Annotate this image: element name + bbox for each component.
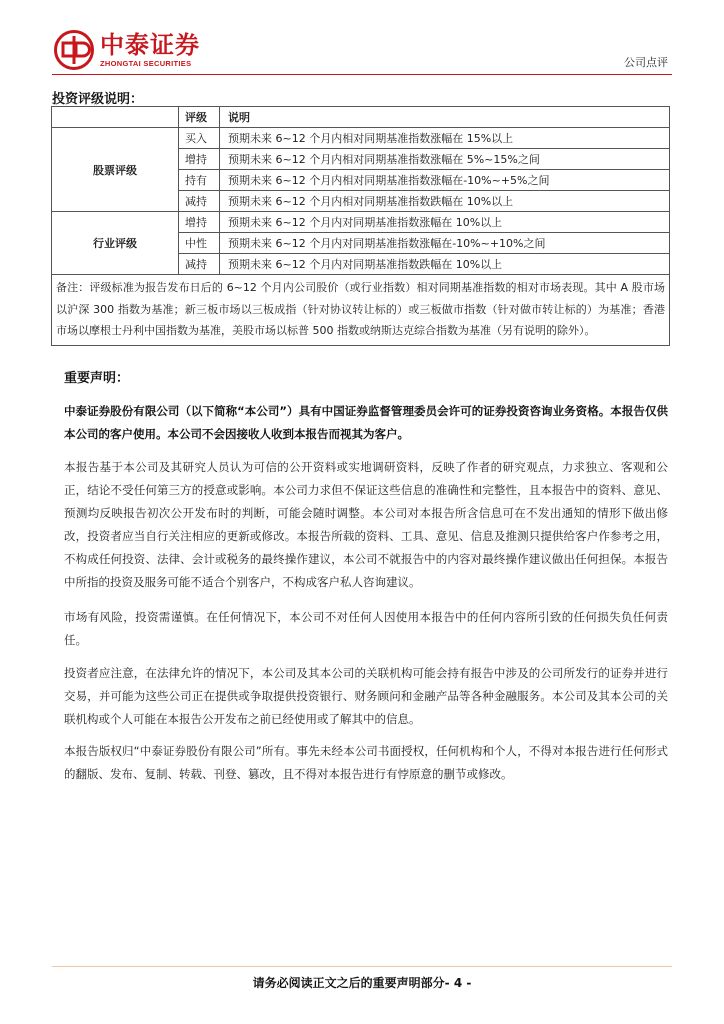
rating-level: 持有 [179,170,220,191]
rating-header-level: 评级 [179,107,220,128]
disclaimer-title: 重要声明： [64,371,130,386]
disclaimer-qualification-paragraph: 中泰证券股份有限公司（以下简称“本公司”）具有中国证券监督管理委员会许可的证券投资咨询业务资格。本报告仅供本公司的客户使用。本公司不会因接收人收到本报告而视其为客户。 [64,404,668,441]
zhongtai-logo-icon [54,30,94,70]
rating-section-title: 投资评级说明： [52,92,144,107]
footer-divider [52,966,672,967]
rating-header-blank [52,107,179,128]
rating-desc: 预期未来 6~12 个月内相对同期基准指数涨幅在 15%以上 [220,128,670,149]
page-footer: 请务必阅读正文之后的重要声明部分- 4 - [252,976,472,990]
logo-chinese-name: 中泰证券 [100,30,200,59]
page-header [0,0,724,80]
rating-header-desc: 说明 [220,107,670,128]
rating-desc: 预期未来 6~12 个月内相对同期基准指数跌幅在 10%以上 [220,191,670,212]
stock-rating-label: 股票评级 [52,128,179,212]
rating-desc: 预期未来 6~12 个月内相对同期基准指数涨幅在-10%~+5%之间 [220,170,670,191]
logo-english-name: ZHONGTAI SECURITIES [100,58,192,68]
disclaimer-paragraph-2: 市场有风险，投资需谨慎。在任何情况下，本公司不对任何人因使用本报告中的任何内容所引致的任何损失负任何责任。 [64,610,668,647]
rating-level: 减持 [179,191,220,212]
disclaimer-paragraph-4: 本报告版权归“中泰证券股份有限公司”所有。事先未经本公司书面授权，任何机构和个人，不得对本报告进行任何形式的翻版、发布、复制、转载、刊登、篡改，且不得对本报告进行有悖原意的删节或修改。 [64,744,668,781]
company-logo [54,30,200,70]
rating-level: 增持 [179,149,220,170]
header-divider [52,74,672,75]
table-row [52,275,670,346]
document-type-label: 公司点评 [624,56,668,69]
rating-desc: 预期未来 6~12 个月内相对同期基准指数涨幅在 5%~15%之间 [220,149,670,170]
rating-desc: 预期未来 6~12 个月内对同期基准指数跌幅在 10%以上 [220,254,670,275]
rating-desc: 预期未来 6~12 个月内对同期基准指数涨幅在-10%~+10%之间 [220,233,670,254]
disclaimer-paragraph-1: 本报告基于本公司及其研究人员认为可信的公开资料或实地调研资料，反映了作者的研究观点，力求独立、客观和公正，结论不受任何第三方的授意或影响。本公司力求但不保证这些信息的准确性和完整性，且本报告中的资料、意见、预测均反映报告初次公开发布时的判断，可能会随时调整。本公司对本报告所含信息可在不发出通知的情形下做出修改，投资者应当自行关注相应的更新或修改。本报告所载的资料、工具、意见、信息及推测只提供给客户作参考之用，不构成任何投资、法律、会计或税务的最终操作建议，本公司不就报告中的内容对最终操作建议做出任何担保。本报告中所指的投资及服务可能不适合个别客户，不构成客户私人咨询建议。 [64,460,668,589]
table-row [52,128,670,149]
rating-level: 减持 [179,254,220,275]
industry-rating-label: 行业评级 [52,212,179,275]
rating-level: 买入 [179,128,220,149]
rating-level: 中性 [179,233,220,254]
rating-table-header-row [52,107,670,128]
rating-note: 备注：评级标准为报告发布日后的 6~12 个月内公司股价（或行业指数）相对同期基准指数的相对市场表现。其中 A 股市场以沪深 300 指数为基准；新三板市场以三板成指（针对协议转让标的）或三板做市指数（针对做市转让标的）为基准；香港市场以摩根士丹利中国指数为基准，美股市场以标普 500 指数或纳斯达克综合指数为基准（另有说明的除外）。 [52,275,670,346]
rating-desc: 预期未来 6~12 个月内对同期基准指数涨幅在 10%以上 [220,212,670,233]
rating-level: 增持 [179,212,220,233]
table-row [52,212,670,233]
disclaimer-paragraph-3: 投资者应注意，在法律允许的情况下，本公司及其本公司的关联机构可能会持有报告中涉及的公司所发行的证券并进行交易，并可能为这些公司正在提供或争取提供投资银行、财务顾问和金融产品等各种金融服务。本公司及其本公司的关联机构或个人可能在本报告公开发布之前已经使用或了解其中的信息。 [64,666,668,726]
rating-table [51,106,670,346]
